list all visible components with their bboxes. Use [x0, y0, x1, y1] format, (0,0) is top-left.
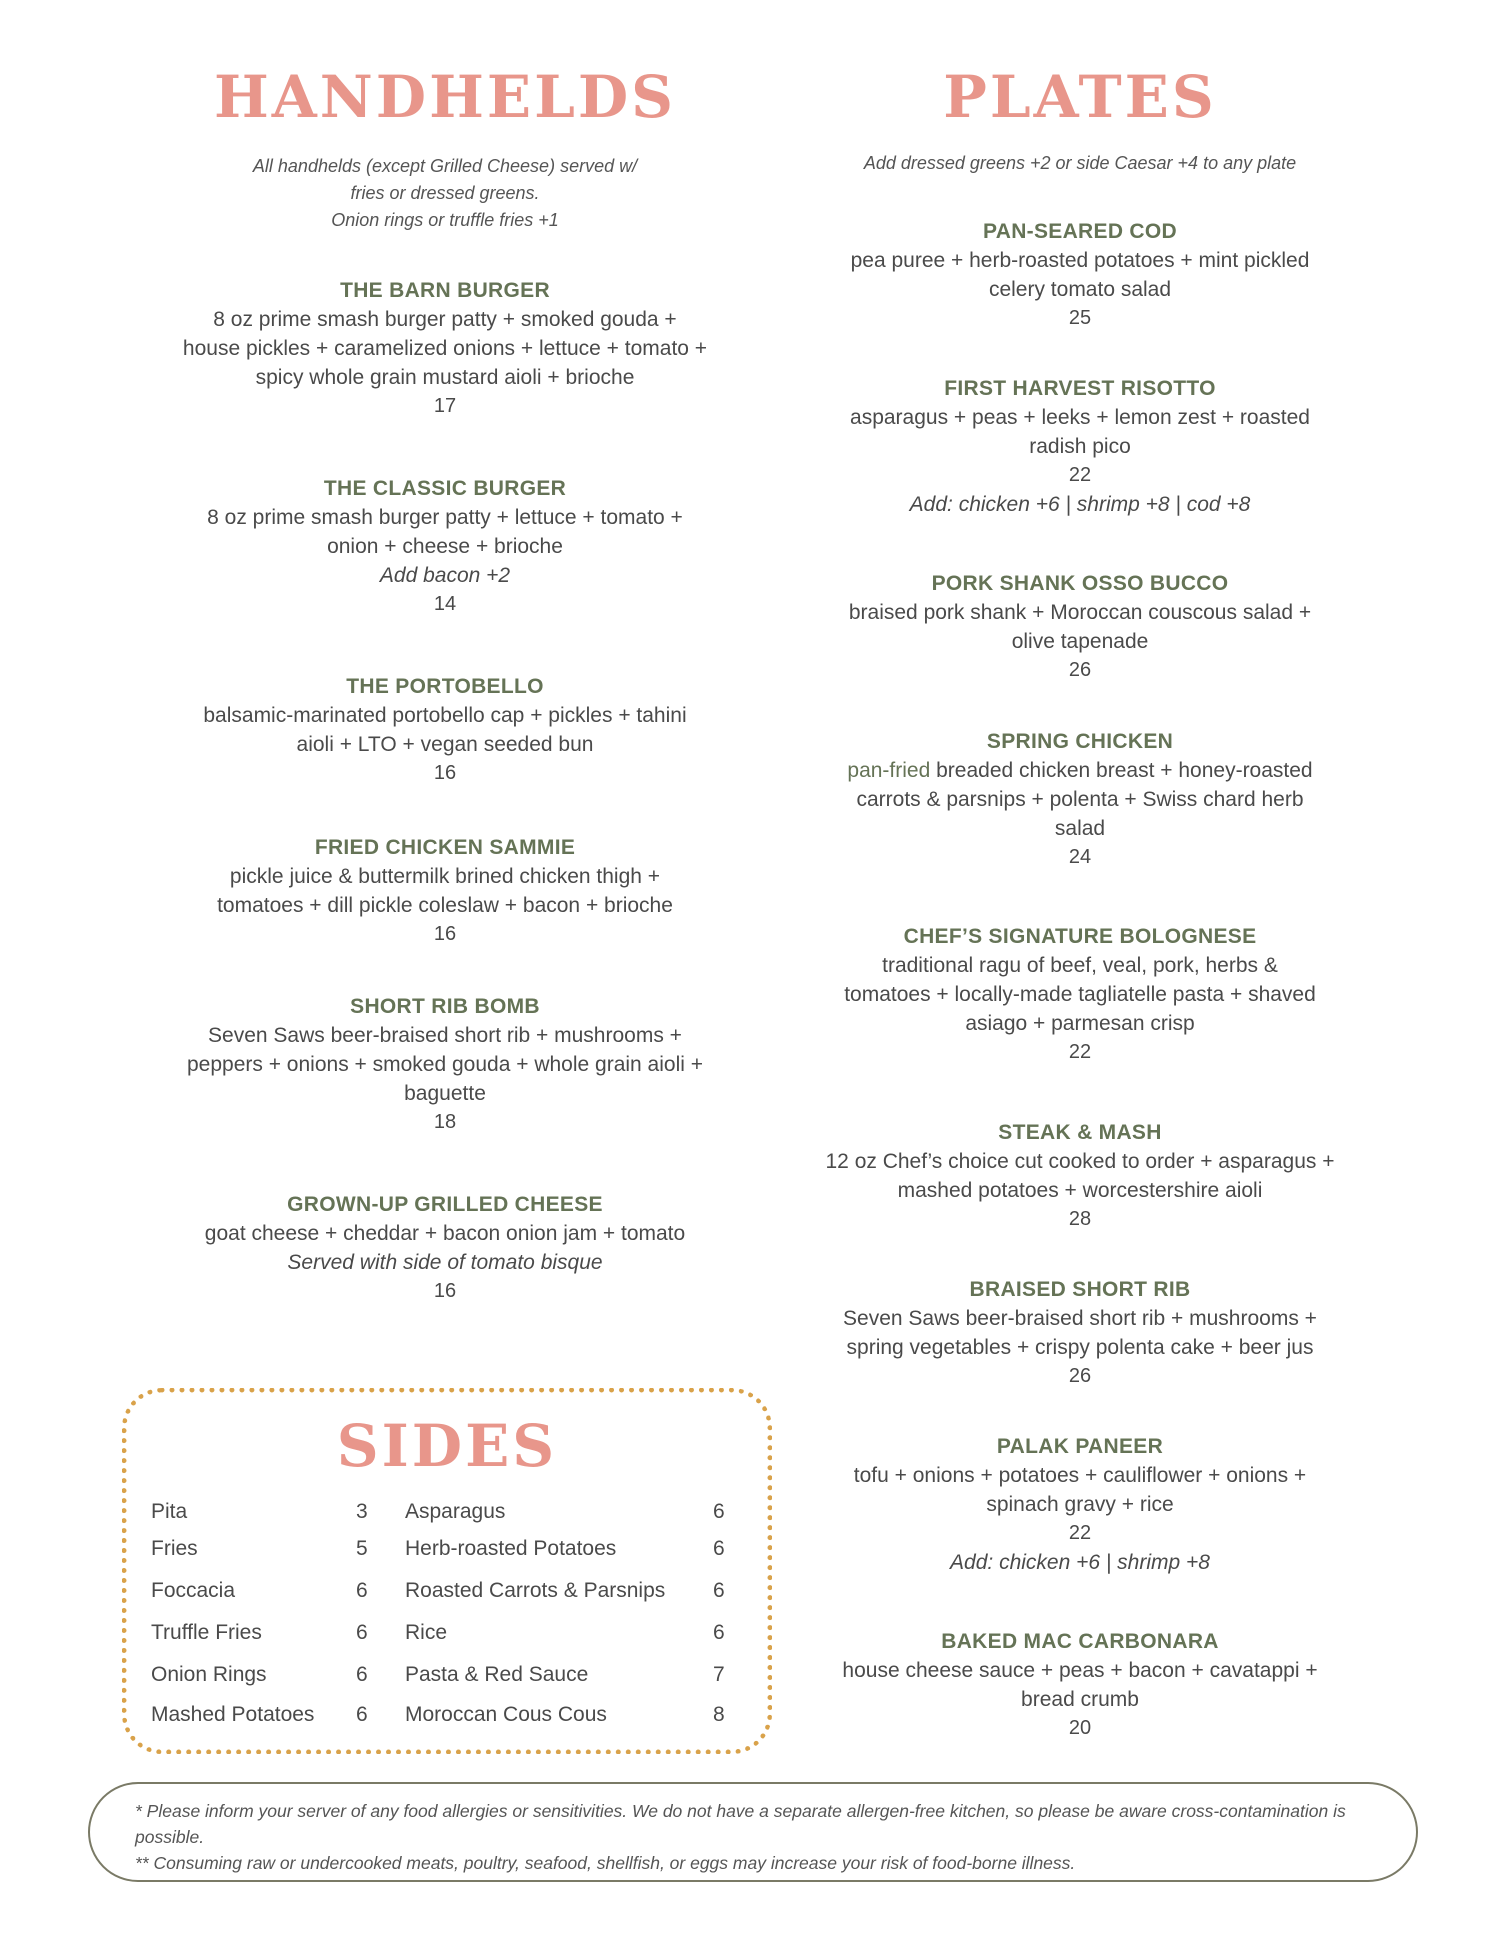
item-desc-line: pickle juice & buttermilk brined chicken thigh + — [229, 865, 661, 888]
allergen-disclaimer: * Please inform your server of any food allergies or sensitivities. We do not have a separate allergen-free kitchen, so please be aware cross-contamination is possible. — [135, 1801, 1346, 1847]
menu-item-baked-mac-carbonara — [780, 1627, 1380, 1743]
item-desc-line: Seven Saws beer-braised short rib + mushrooms + — [208, 1024, 682, 1047]
side-price: 3 — [356, 1500, 368, 1523]
item-name: THE PORTOBELLO — [346, 675, 544, 698]
item-name: PAN-SEARED COD — [983, 220, 1177, 243]
item-desc-line: house cheese sauce + peas + bacon + cavatappi + — [842, 1659, 1318, 1682]
intro-line: Add dressed greens +2 or side Caesar +4 to any plate — [863, 153, 1297, 173]
item-desc-line: baguette — [404, 1082, 486, 1105]
item-price: 18 — [433, 1111, 457, 1133]
item-price: 28 — [1068, 1208, 1092, 1230]
item-desc-line: radish pico — [1029, 435, 1131, 458]
side-name: Pita — [151, 1500, 188, 1523]
side-name: Herb-roasted Potatoes — [405, 1537, 617, 1560]
item-desc-line: goat cheese + cheddar + bacon onion jam + tomato — [204, 1222, 686, 1245]
side-name: Rice — [405, 1621, 448, 1644]
item-name: SPRING CHICKEN — [986, 730, 1174, 753]
side-price: 6 — [356, 1621, 368, 1644]
item-desc-line: celery tomato salad — [988, 278, 1172, 301]
item-name: STEAK & MASH — [998, 1121, 1162, 1144]
item-desc-line: bread crumb — [1021, 1688, 1139, 1711]
side-price: 5 — [356, 1537, 368, 1560]
item-desc-line: peppers + onions + smoked gouda + whole grain aioli + — [186, 1053, 704, 1076]
item-price: 22 — [1068, 1041, 1092, 1063]
sides-title: SIDES — [336, 1412, 558, 1480]
side-name: Pasta & Red Sauce — [405, 1663, 589, 1686]
side-name: Mashed Potatoes — [151, 1703, 315, 1726]
item-desc-line: spicy whole grain mustard aioli + brioche — [255, 366, 635, 389]
side-price: 6 — [713, 1537, 725, 1560]
item-price: 16 — [433, 923, 457, 945]
item-desc-line: pea puree + herb-roasted potatoes + mint pickled — [850, 249, 1310, 272]
raw-food-disclaimer: ** Consuming raw or undercooked meats, poultry, seafood, shellfish, or eggs may increase your risk of food-borne illness. — [135, 1853, 1076, 1873]
side-name: Foccacia — [151, 1579, 236, 1602]
item-desc-line: asiago + parmesan crisp — [965, 1012, 1195, 1035]
item-name: THE BARN BURGER — [340, 279, 550, 302]
item-desc-line: braised pork shank + Moroccan couscous salad + — [848, 601, 1312, 624]
item-desc-line: Seven Saws beer-braised short rib + mushrooms + — [843, 1307, 1317, 1330]
menu-item-braised-short-rib — [780, 1275, 1380, 1391]
menu-item-short-rib-bomb — [150, 992, 740, 1137]
sides-box — [122, 1388, 772, 1754]
item-price: 16 — [433, 1280, 457, 1302]
item-desc-line: aioli + LTO + vegan seeded bun — [296, 733, 594, 756]
menu-item-grilled-cheese — [150, 1190, 740, 1306]
menu-item-barn-burger — [150, 276, 740, 421]
item-desc-line: tofu + onions + potatoes + cauliflower + onions + — [853, 1464, 1307, 1487]
item-desc-line: spring vegetables + crispy polenta cake + beer jus — [846, 1336, 1314, 1359]
item-price: 26 — [1068, 1365, 1092, 1387]
side-name: Fries — [151, 1537, 198, 1560]
side-price: 6 — [356, 1663, 368, 1686]
item-desc-line: 8 oz prime smash burger patty + lettuce + tomato + — [207, 506, 683, 529]
side-price: 6 — [713, 1579, 725, 1602]
item-desc-line: house pickles + caramelized onions + lettuce + tomato + — [182, 337, 708, 360]
item-desc-line: traditional ragu of beef, veal, pork, herbs & — [882, 954, 1278, 977]
side-price: 6 — [713, 1621, 725, 1644]
side-name: Onion Rings — [151, 1663, 267, 1686]
item-desc-line: mashed potatoes + worcestershire aioli — [897, 1179, 1263, 1202]
side-name: Truffle Fries — [151, 1621, 262, 1644]
handhelds-intro — [150, 153, 740, 234]
item-name: THE CLASSIC BURGER — [323, 477, 567, 500]
item-name: FIRST HARVEST RISOTTO — [944, 377, 1216, 400]
item-desc-line: tomatoes + locally-made tagliatelle pasta + shaved — [844, 983, 1316, 1006]
item-desc-rest: breaded chicken breast + honey-roasted — [930, 759, 1313, 782]
side-name: Asparagus — [405, 1500, 506, 1523]
disclaimer-box — [88, 1782, 1418, 1882]
item-desc-line: carrots & parsnips + polenta + Swiss chard herb — [856, 788, 1304, 811]
menu-item-spring-chicken — [780, 727, 1380, 872]
item-name: FRIED CHICKEN SAMMIE — [314, 836, 576, 859]
plates-intro — [780, 150, 1380, 177]
item-price: 17 — [433, 395, 457, 417]
side-price: 6 — [356, 1703, 368, 1726]
item-desc-line: 12 oz Chef’s choice cut cooked to order + asparagus + — [825, 1150, 1335, 1173]
menu-item-pan-seared-cod — [780, 217, 1380, 333]
side-price: 7 — [713, 1663, 725, 1686]
item-price: 22 — [1068, 464, 1092, 486]
menu-item-steak-mash — [780, 1118, 1380, 1234]
side-name: Moroccan Cous Cous — [405, 1703, 607, 1726]
item-desc-line: olive tapenade — [1011, 630, 1149, 653]
menu-item-portobello — [150, 672, 740, 788]
item-price: 22 — [1068, 1522, 1092, 1544]
item-desc-line: balsamic-marinated portobello cap + pickles + tahini — [203, 704, 687, 727]
item-desc-line: tomatoes + dill pickle coleslaw + bacon + brioche — [217, 894, 673, 917]
item-desc-line: asparagus + peas + leeks + lemon zest + roasted — [850, 406, 1310, 429]
menu-item-palak-paneer — [780, 1432, 1380, 1577]
item-price: 16 — [433, 762, 457, 784]
menu-item-classic-burger — [150, 474, 740, 619]
item-price: 26 — [1068, 659, 1092, 681]
item-name: PORK SHANK OSSO BUCCO — [931, 572, 1229, 595]
item-name: GROWN-UP GRILLED CHEESE — [287, 1193, 603, 1216]
menu-item-fried-chicken-sammie — [150, 833, 740, 949]
side-name: Roasted Carrots & Parsnips — [405, 1579, 666, 1602]
item-price: 24 — [1068, 846, 1092, 868]
side-price: 6 — [356, 1579, 368, 1602]
item-name: BAKED MAC CARBONARA — [941, 1630, 1219, 1653]
item-name: BRAISED SHORT RIB — [969, 1278, 1191, 1301]
item-name: CHEF’S SIGNATURE BOLOGNESE — [903, 925, 1257, 948]
plates-title: PLATES — [943, 63, 1217, 131]
side-price: 8 — [713, 1703, 725, 1726]
item-name: SHORT RIB BOMB — [350, 995, 540, 1018]
item-desc-line: salad — [1054, 817, 1106, 840]
item-note: Add: chicken +6 | shrimp +8 | cod +8 — [909, 493, 1251, 516]
item-desc-line — [780, 756, 1380, 785]
side-price: 6 — [713, 1500, 725, 1523]
item-price: 14 — [433, 593, 457, 615]
item-desc-line: 8 oz prime smash burger patty + smoked gouda + — [213, 308, 677, 331]
menu-item-first-harvest-risotto — [780, 374, 1380, 519]
intro-line: Onion rings or truffle fries +1 — [331, 210, 559, 230]
item-price: 20 — [1068, 1717, 1092, 1739]
item-desc-line: spinach gravy + rice — [986, 1493, 1174, 1516]
item-note: Served with side of tomato bisque — [287, 1251, 603, 1274]
item-note: Add bacon +2 — [379, 564, 511, 587]
intro-line: fries or dressed greens. — [350, 183, 540, 203]
item-note: Add: chicken +6 | shrimp +8 — [950, 1551, 1210, 1574]
item-desc-lead: pan-fried — [847, 759, 931, 782]
item-price: 25 — [1068, 307, 1092, 329]
menu-item-bolognese — [780, 922, 1380, 1067]
intro-line: All handhelds (except Grilled Cheese) served w/ — [252, 156, 638, 176]
item-desc-line: onion + cheese + brioche — [327, 535, 563, 558]
menu-item-pork-shank-osso-bucco — [780, 569, 1380, 685]
handhelds-title: HANDHELDS — [213, 63, 677, 131]
item-name: PALAK PANEER — [996, 1435, 1164, 1458]
